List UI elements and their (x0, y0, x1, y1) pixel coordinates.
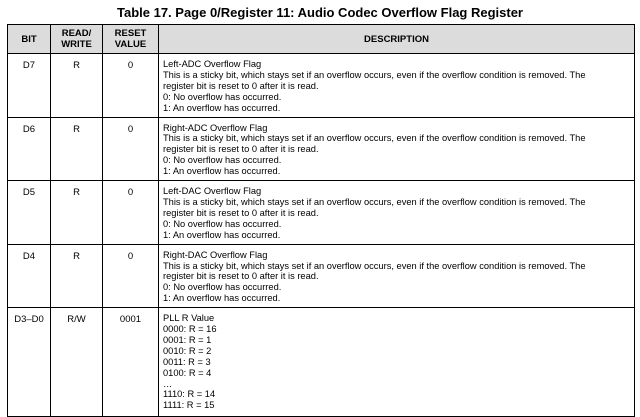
table-row (8, 117, 635, 181)
description-line: … (163, 378, 173, 389)
description-line: Right-ADC Overflow Flag (163, 122, 268, 133)
header-reset-value (103, 25, 159, 54)
description-line: 0: No overflow has occurred. (163, 155, 282, 166)
header-reset-value-line1: RESET (114, 28, 147, 39)
description-line: 1: An overflow has occurred. (163, 229, 281, 240)
description-line: This is a sticky bit, which stays set if an overflow occurs, even if the overflow condition is removed. The (163, 133, 586, 144)
header-reset-value-line2: VALUE (114, 39, 147, 50)
reset-value-cell: 0001 (103, 308, 159, 417)
description-line: 0: No overflow has occurred. (163, 91, 282, 102)
description-line: 1: An overflow has occurred. (163, 293, 281, 304)
header-row (8, 25, 635, 54)
description-cell (159, 54, 635, 118)
reset-value-cell: 0 (103, 117, 159, 181)
description-line: 0011: R = 3 (163, 356, 211, 367)
description-line: 0: No overflow has occurred. (163, 218, 282, 229)
header-read-write-line2: WRITE (61, 39, 92, 50)
header-description: DESCRIPTION (159, 25, 635, 54)
description-line: 1110: R = 14 (163, 389, 216, 400)
bit-cell: D5 (8, 181, 51, 245)
description-line: 0100: R = 4 (163, 367, 212, 378)
table-row (8, 308, 635, 417)
bit-cell: D7 (8, 54, 51, 118)
description-line: register bit is reset to 0 after it is read. (163, 144, 319, 155)
description-cell (159, 244, 635, 308)
table-row (8, 54, 635, 118)
table-row (8, 244, 635, 308)
description-line: register bit is reset to 0 after it is read. (163, 271, 319, 282)
description-line: 1: An overflow has occurred. (163, 102, 281, 113)
bit-cell: D6 (8, 117, 51, 181)
description-line: 1111: R = 15 (163, 400, 215, 411)
read-write-cell: R/W (51, 308, 103, 417)
description-line: This is a sticky bit, which stays set if an overflow occurs, even if the overflow condition is removed. The (163, 69, 586, 80)
reset-value-cell: 0 (103, 181, 159, 245)
description-line: 0001: R = 1 (163, 334, 212, 345)
description-line: 0000: R = 16 (163, 324, 217, 335)
header-bit: BIT (8, 25, 51, 54)
description-line: This is a sticky bit, which stays set if an overflow occurs, even if the overflow condition is removed. The (163, 196, 586, 207)
description-cell (159, 181, 635, 245)
description-line: This is a sticky bit, which stays set if an overflow occurs, even if the overflow condition is removed. The (163, 260, 586, 271)
read-write-cell: R (51, 244, 103, 308)
reset-value-cell: 0 (103, 244, 159, 308)
description-line: 0: No overflow has occurred. (163, 282, 282, 293)
description-line: register bit is reset to 0 after it is read. (163, 80, 319, 91)
read-write-cell: R (51, 117, 103, 181)
description-line: register bit is reset to 0 after it is read. (163, 207, 319, 218)
bit-cell: D4 (8, 244, 51, 308)
description-line: 0010: R = 2 (163, 345, 212, 356)
table-row (8, 181, 635, 245)
reset-value-cell: 0 (103, 54, 159, 118)
table-title: Table 17. Page 0/Register 11: Audio Codec Overflow Flag Register (116, 5, 523, 20)
register-table (7, 24, 635, 417)
read-write-cell: R (51, 181, 103, 245)
read-write-cell: R (51, 54, 103, 118)
description-line: Right-DAC Overflow Flag (163, 249, 268, 260)
description-line: 1: An overflow has occurred. (163, 166, 281, 177)
header-read-write (51, 25, 103, 54)
header-read-write-line1: READ/ (61, 28, 92, 39)
description-line: Left-DAC Overflow Flag (163, 186, 262, 197)
bit-cell: D3–D0 (8, 308, 51, 417)
description-line: PLL R Value (163, 313, 215, 324)
description-cell (159, 308, 635, 417)
description-line: Left-ADC Overflow Flag (163, 59, 262, 69)
description-cell (159, 117, 635, 181)
